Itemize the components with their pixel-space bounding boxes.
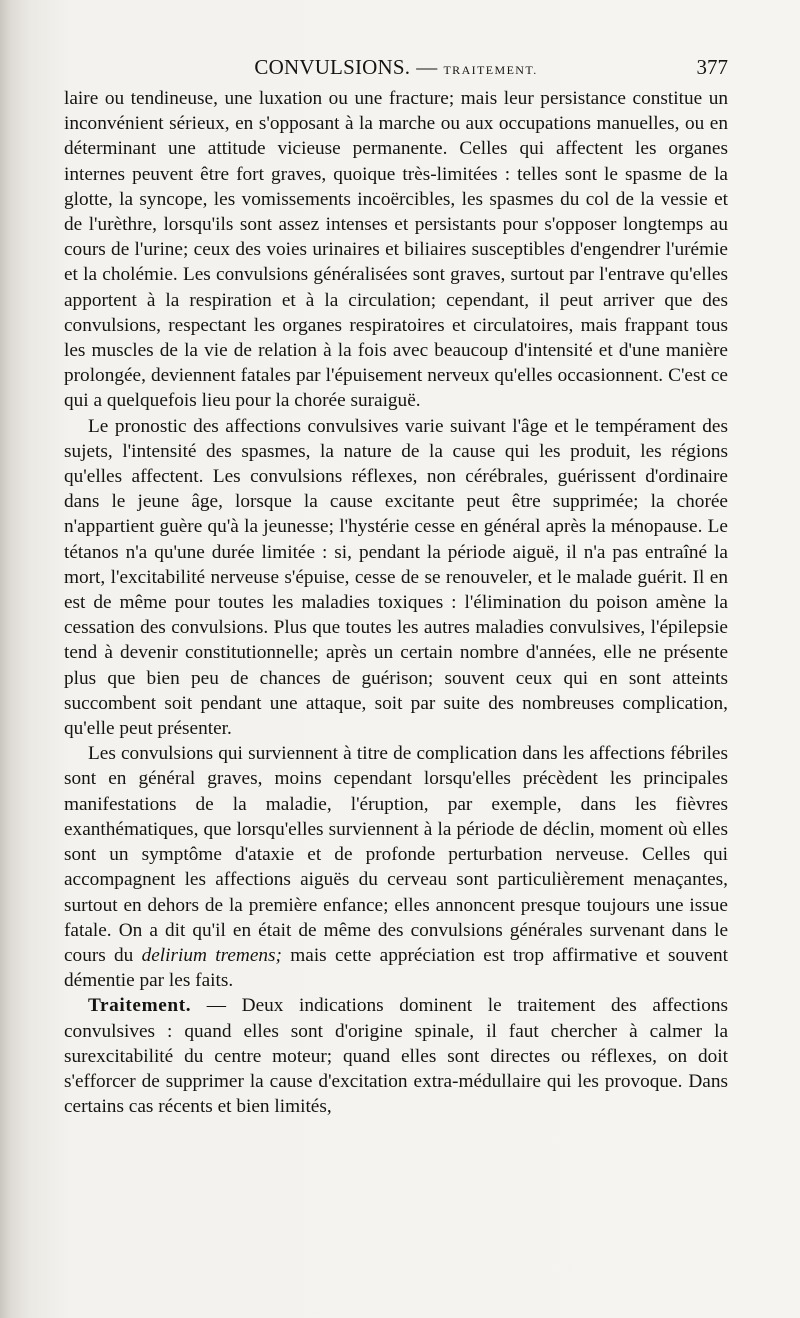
paragraph-treatment-text: — Deux indications dominent le traitement des affections convulsives : quand elles sont d'origine spinale, il faut chercher à calmer la surexcitabilité du centre moteur; quand elles sont directes ou réflexes, on doit s'efforcer de supprimer la cause d'excitation extra-médullaire qui les provoque. Dans certains cas récents et bien limités,	[64, 995, 728, 1118]
paragraph-continuation: laire ou tendineuse, une luxation ou une fracture; mais leur persistance constitue un inconvénient sérieux, en s'opposant à la marche ou aux occupations manuelles, ou en déterminant une attitude vicieuse permanente. Celles qui affectent les organes internes peuvent être fort graves, quoique très-limitées : telles sont le spasme de la glotte, la syncope, les vomissements incoërcibles, les spasmes du col de la vessie et de l'urèthre, lorsqu'ils sont assez intenses et persistants pour s'opposer longtemps au cours de l'urine; ceux des voies urinaires et biliaires susceptibles d'engendrer l'urémie et la cholémie. Les convulsions généralisées sont graves, surtout par l'entrave qu'elles apportent à la respiration et à la circulation; cependant, il peut arriver que des convulsions, respectant les organes respiratoires et circulatoires, mais frappant tous les muscles de la vie de relation à la fois avec beaucoup d'intensité et d'une manière prolongée, deviennent fatales par l'épuisement nerveux qu'elles occasionnent. C'est ce qui a quelquefois lieu pour la chorée suraiguë.	[64, 88, 728, 412]
running-head	[64, 52, 728, 85]
paragraph-complications	[64, 741, 728, 993]
paragraph-complications-text-b: mais cette appréciation est trop affirmative et souvent démentie par les faits.	[64, 944, 728, 992]
paragraph-treatment	[64, 993, 728, 1119]
page-number: 377	[696, 55, 728, 79]
running-title: CONVULSIONS.	[254, 55, 411, 79]
page-header	[64, 52, 728, 82]
running-subtitle: TRAITEMENT.	[443, 63, 538, 77]
paragraph-prognosis: Le pronostic des affections convulsives varie suivant l'âge et le tempérament des sujets, l'intensité des spasmes, la nature de la cause qui les produit, les régions qu'elles affectent. Les convulsions réflexes, non cérébrales, guérissent d'ordinaire dans le jeune âge, lorsque la cause excitante peut être supprimée; la chorée n'appartient guère qu'à la jeunesse; l'hystérie cesse en général après la ménopause. Le tétanos n'a qu'une durée limitée : si, pendant la période aiguë, il n'a pas entraîné la mort, l'excitabilité nerveuse s'épuise, cesse de se renouveler, et le malade guérit. Il en est de même pour toutes les maladies toxiques : l'élimination du poison amène la cessation des convulsions. Plus que toutes les autres maladies convulsives, l'épilepsie tend à devenir constitutionnelle; après un certain nombre d'années, elle ne présente plus que bien peu de chances de guérison; souvent ceux qui en sont atteints succombent soit pendant une attaque, soit par suite des nombreuses complication, qu'elle peut présenter.	[64, 415, 728, 740]
italic-term: delirium tremens;	[141, 944, 282, 966]
running-head-dash: —	[416, 55, 438, 79]
paragraph-complications-text-a: Les convulsions qui surviennent à titre de complication dans les affections fébriles sont en général graves, moins cependant lorsqu'elles précèdent les principales manifestations de la maladie, l'éruption, par exemple, dans les fièvres exanthématiques, que lorsqu'elles surviennent à la période de déclin, moment où elles sont un symptôme d'ataxie et de profonde perturbation nerveuse. Celles qui accompagnent les affections aiguës du cerveau sont particulièrement menaçantes, surtout en dehors de la première enfance; elles annoncent presque toujours une issue fatale. On a dit qu'il en était de même des convulsions générales survenant dans le cours du	[64, 743, 728, 966]
section-heading-traitement: Traitement.	[88, 995, 192, 1017]
body-text	[64, 86, 728, 1119]
